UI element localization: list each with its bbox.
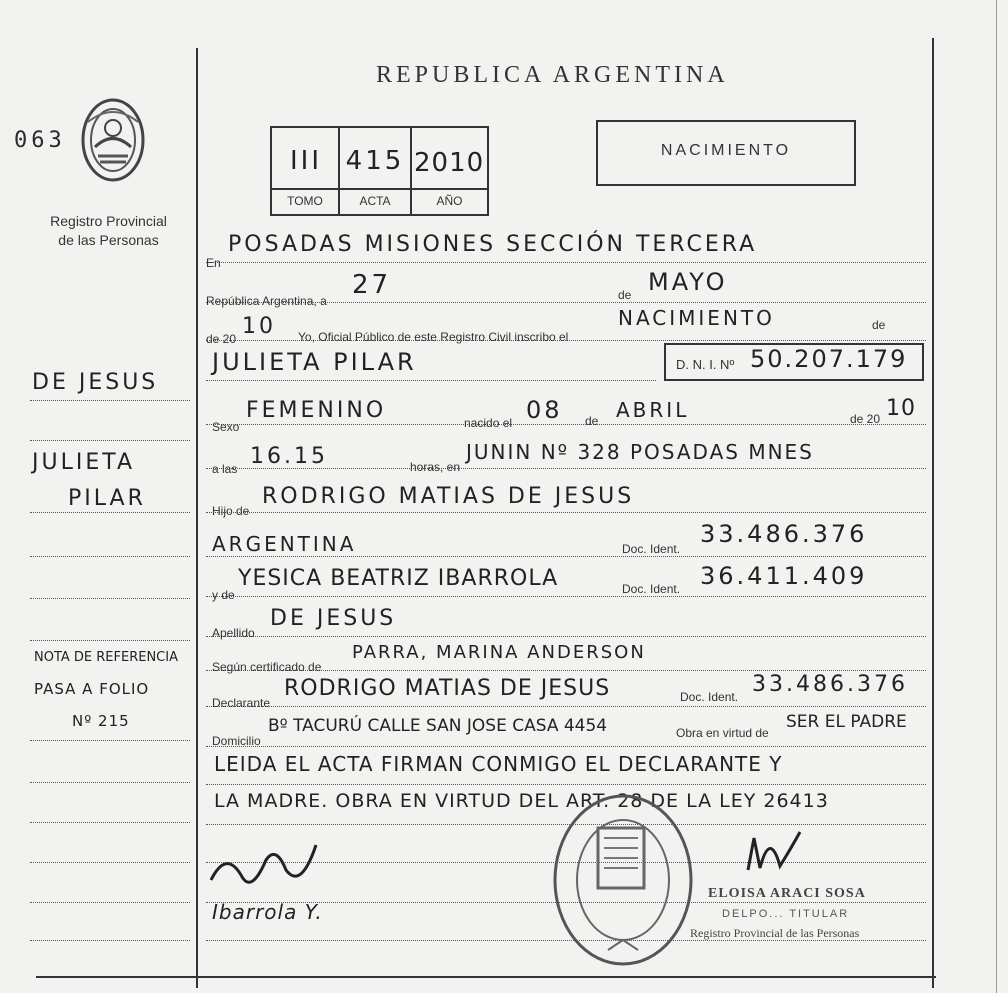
bottom-frame-line [36, 976, 936, 978]
office-name-line1: Registro Provincial [50, 213, 167, 229]
dni-box [664, 343, 924, 381]
domicilio-label: Domicilio [212, 734, 261, 748]
declarant-name: RODRIGO MATIAS DE JESUS [284, 676, 611, 701]
month-value: MAYO [648, 268, 728, 296]
officer-org: Registro Provincial de las Personas [690, 926, 860, 940]
declarant-signature-icon [206, 840, 336, 900]
dni-value: 50.207.179 [750, 345, 908, 373]
acta-label: ACTA [359, 194, 391, 208]
acta-value: 415 [345, 146, 405, 176]
doc-label-declarant: Doc. Ident. [680, 690, 739, 704]
y-de-label: y de [212, 588, 235, 602]
de-label-2: de [872, 318, 886, 332]
officer-name: ELOISA ARACI SOSA [708, 886, 866, 901]
margin-given-line2: PILAR [68, 486, 146, 511]
day-value: 27 [352, 270, 392, 300]
officer-text: Yo, Oficial Público de este Registro Civil inscribo el [298, 330, 569, 344]
provincial-seal-icon [68, 92, 158, 192]
sexo-value: FEMENINO [246, 398, 387, 423]
margin-note-line2: PASA A FOLIO [34, 680, 150, 698]
page-number: 063 [14, 128, 66, 153]
official-stamp-icon [548, 790, 698, 970]
doc-label-father: Doc. Ident. [622, 542, 681, 556]
margin-note-line1: NOTA DE REFERENCIA [34, 650, 178, 665]
act-type-box [596, 120, 856, 186]
margin-note-line3: Nº 215 [72, 712, 130, 730]
ano-label: AÑO [436, 194, 463, 208]
surname-value: DE JESUS [270, 606, 397, 631]
tomo-value: III [289, 146, 322, 176]
en-label: En [206, 256, 221, 270]
remarks-line1: LEIDA EL ACTA FIRMAN CONMIGO EL DECLARANTE Y [214, 752, 783, 776]
de-label-1: de [618, 288, 632, 302]
declarante-label: Declarante [212, 696, 271, 710]
child-name: JULIETA PILAR [212, 348, 417, 376]
margin-surname: DE JESUS [32, 370, 159, 395]
de20-label: de 20 [850, 412, 881, 426]
de-label-3: de [585, 414, 599, 428]
ano-value: 2010 [414, 148, 485, 178]
father-name: RODRIGO MATIAS DE JESUS [262, 484, 635, 509]
horas-label: horas, en [410, 460, 461, 474]
left-frame-line [196, 48, 198, 988]
hijo-label: Hijo de [212, 504, 250, 518]
a-las-label: a las [212, 462, 238, 476]
officer-signature-icon [740, 820, 810, 880]
birth-place: JUNIN Nº 328 POSADAS MNES [466, 440, 814, 464]
dni-label: D. N. I. Nº [676, 357, 735, 372]
certifier-value: PARRA, MARINA ANDERSON [352, 642, 646, 663]
certificado-label: Según certificado de [212, 660, 322, 674]
birth-year-suffix: 10 [886, 396, 916, 421]
left-signature-name: Ibarrola Y. [212, 900, 323, 924]
declarant-doc: 33.486.376 [752, 672, 908, 697]
doc-label-mother: Doc. Ident. [622, 582, 681, 596]
republica-label: República Argentina, a [206, 294, 327, 308]
act-type: NACIMIENTO [660, 142, 792, 159]
birth-time: 16.15 [250, 444, 328, 469]
officer-title: DELPO... TITULAR [722, 908, 850, 920]
inscription-value: NACIMIENTO [618, 306, 775, 330]
office-name-line2: de las Personas [58, 232, 159, 248]
year-suffix: 10 [242, 314, 276, 339]
margin-given-line1: JULIETA [32, 450, 136, 475]
tomo-label: TOMO [287, 194, 323, 208]
year-prefix: de 20 [206, 332, 237, 346]
place-value: POSADAS MISIONES SECCIÓN TERCERA [228, 232, 758, 257]
country-title: REPUBLICA ARGENTINA [376, 62, 729, 88]
father-doc: 33.486.376 [700, 520, 868, 548]
sexo-label: Sexo [212, 420, 240, 434]
obra-label: Obra en virtud de [676, 726, 769, 740]
mother-name: YESICA BEATRIZ IBARROLA [238, 566, 559, 591]
obra-value: SER EL PADRE [786, 712, 907, 732]
remarks-line2: LA MADRE. OBRA EN VIRTUD DEL ART. 28 DE LA LEY 26413 [214, 790, 829, 812]
nacido-label: nacido el [464, 416, 513, 430]
father-nationality: ARGENTINA [212, 532, 357, 556]
birth-day: 08 [526, 396, 563, 424]
far-right-edge [996, 0, 997, 993]
address-value: Bº TACURÚ CALLE SAN JOSE CASA 4454 [268, 716, 608, 736]
apellido-label: Apellido [212, 626, 255, 640]
right-frame-line [932, 38, 934, 988]
birth-month: ABRIL [616, 398, 690, 422]
registry-box [270, 126, 489, 216]
mother-doc: 36.411.409 [700, 562, 868, 590]
